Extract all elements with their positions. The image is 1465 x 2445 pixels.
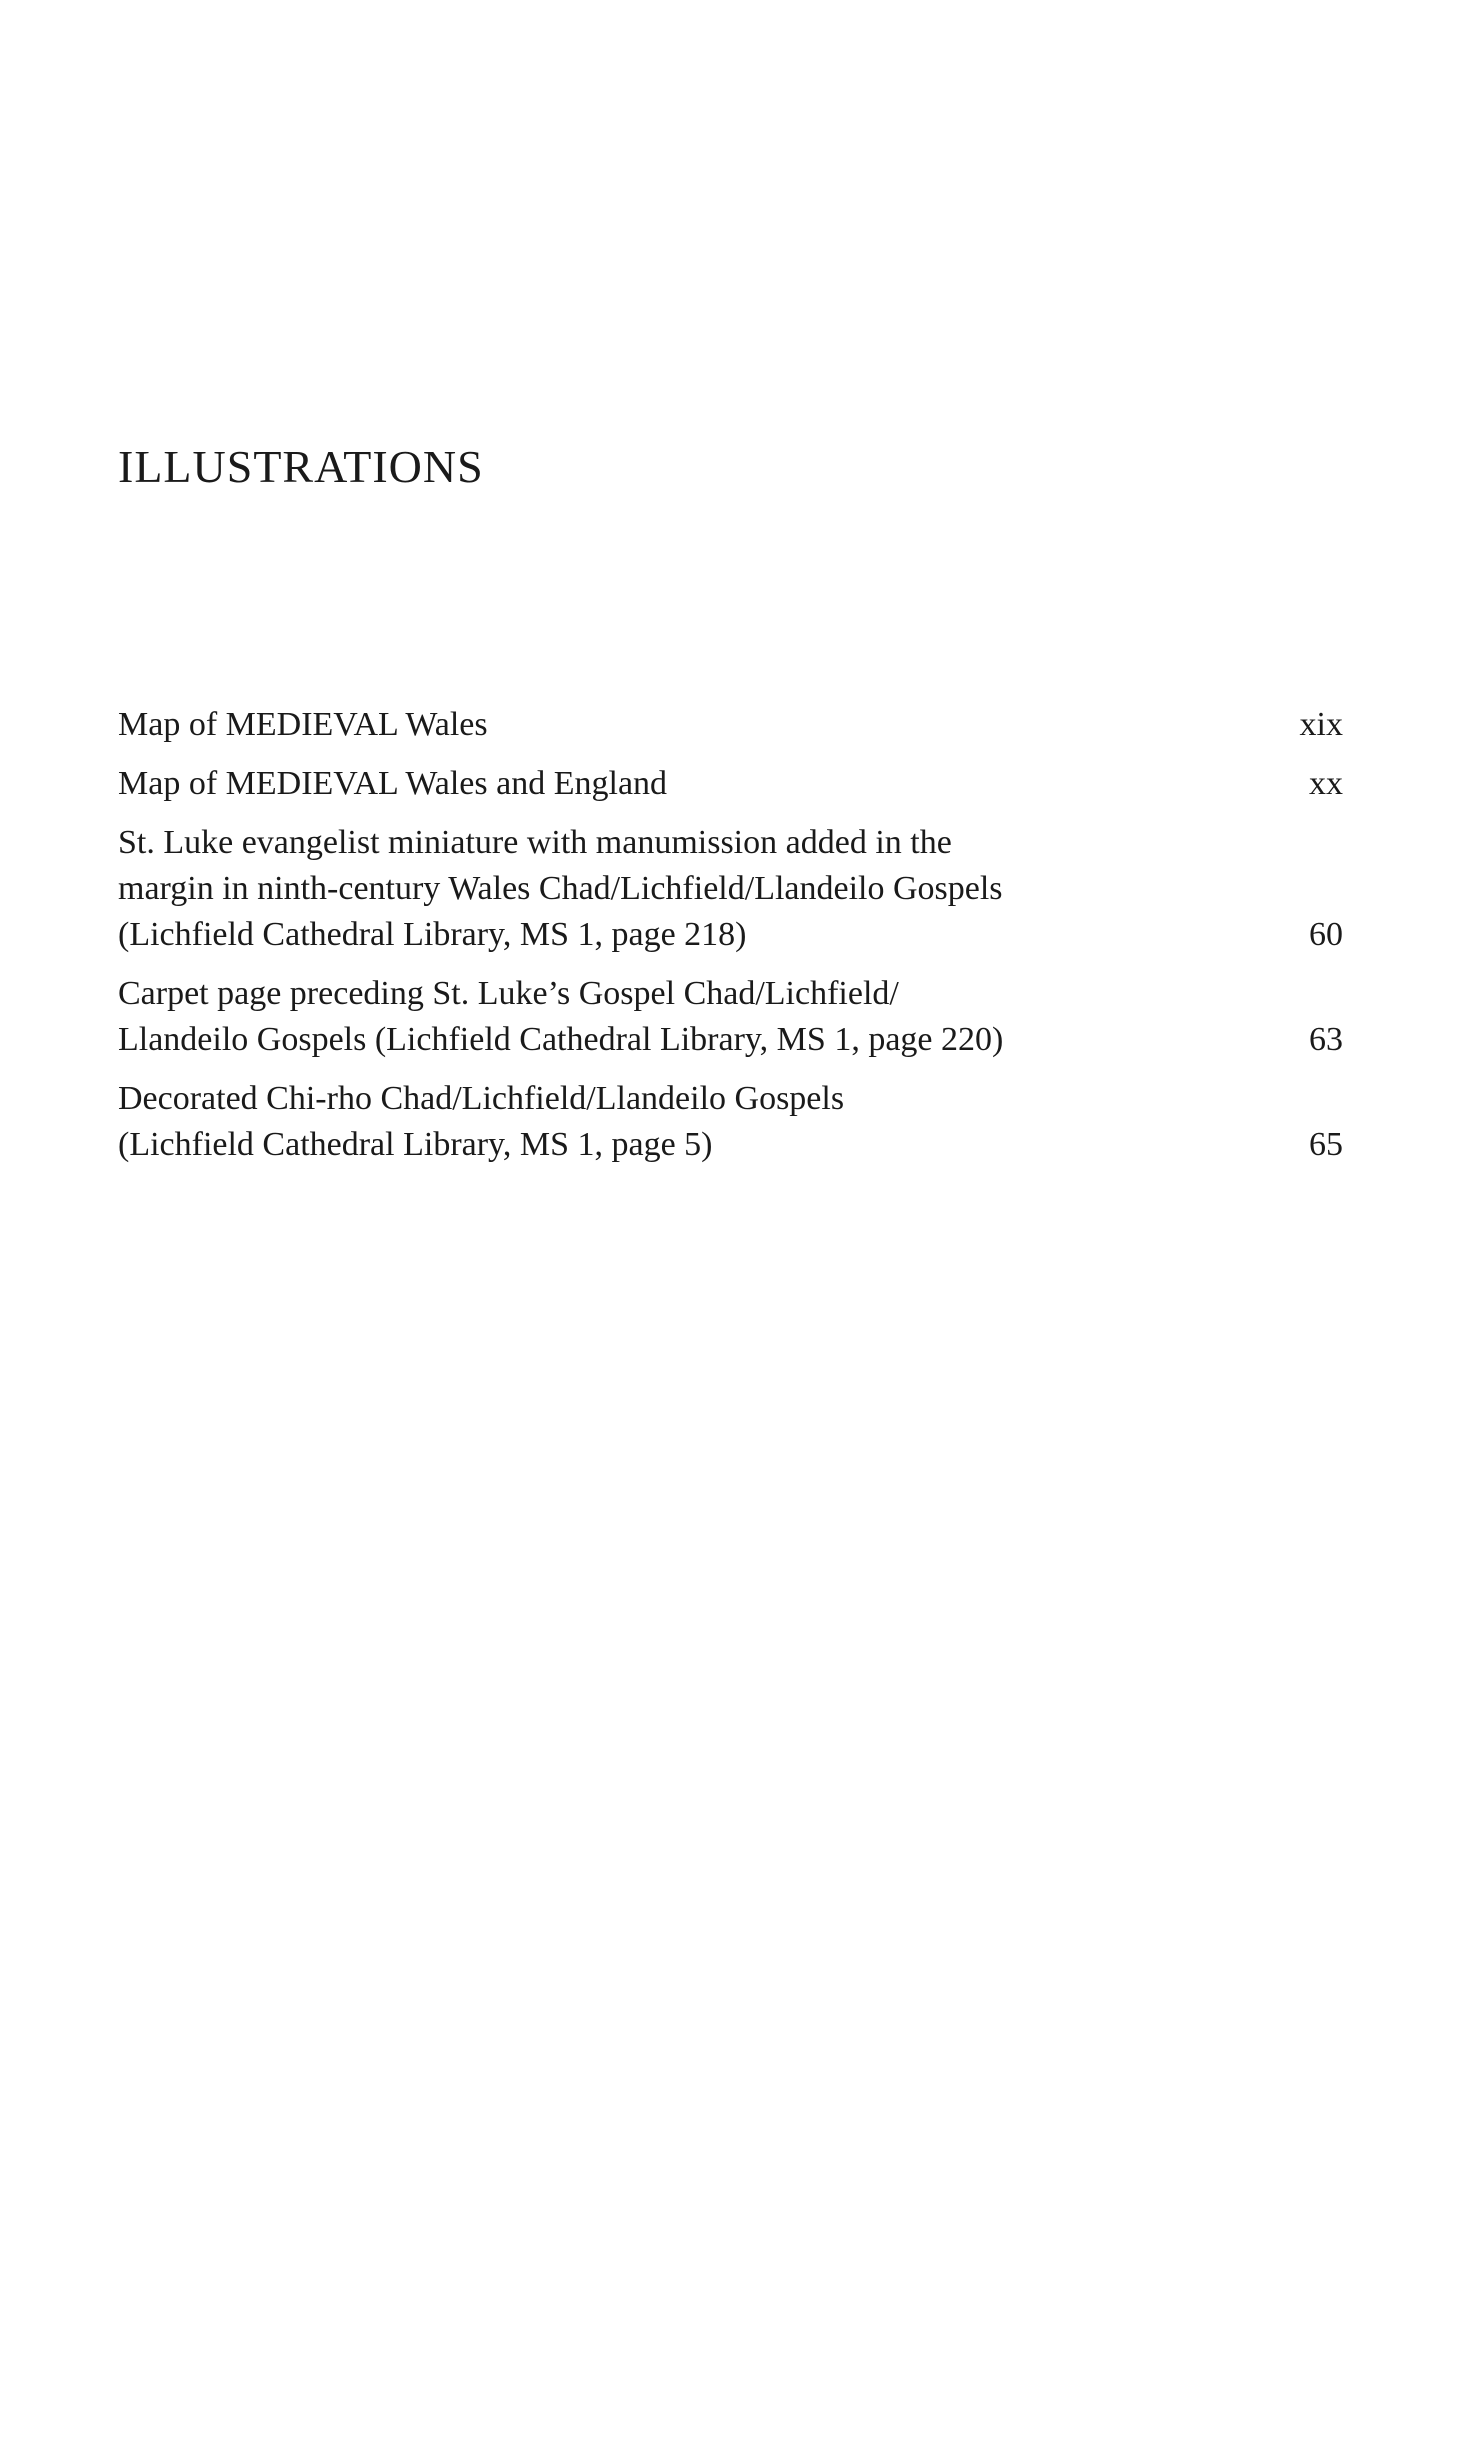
list-item [118, 1076, 1343, 1168]
entry-page-number: xx [1309, 765, 1343, 802]
entry-title [118, 820, 1003, 958]
entry-title [118, 1076, 844, 1168]
entry-page-number: 63 [1309, 1021, 1343, 1058]
entry-title [118, 761, 667, 807]
entry-title [118, 971, 1003, 1063]
entry-page-number: 60 [1309, 916, 1343, 953]
entry-page-number: 65 [1309, 1126, 1343, 1163]
entry-title-line: Map of MEDIEVAL Wales and England [118, 765, 668, 802]
entry-title-line: Map of MEDIEVAL Wales [118, 706, 488, 743]
list-item [118, 820, 1343, 958]
entry-title-line: Llandeilo Gospels (Lichfield Cathedral Library, MS 1, page 220) [118, 1021, 1004, 1058]
entry-title-line: (Lichfield Cathedral Library, MS 1, page 218) [118, 916, 747, 953]
entry-title-line: Decorated Chi-rho Chad/Lichfield/Llandeilo Gospels [118, 1080, 845, 1117]
entry-title-line: Carpet page preceding St. Luke’s Gospel Chad/Lichfield/ [118, 975, 899, 1012]
entry-title-line: (Lichfield Cathedral Library, MS 1, page 5) [118, 1126, 713, 1163]
entry-title-line: margin in ninth-century Wales Chad/Lichfield/Llandeilo Gospels [118, 870, 1003, 907]
entry-title [118, 702, 488, 748]
list-item [118, 971, 1343, 1063]
entry-page-number: xix [1299, 706, 1343, 743]
list-item [118, 702, 1343, 748]
list-item [118, 761, 1343, 807]
page-title: ILLUSTRATIONS [118, 441, 484, 492]
entry-title-line: St. Luke evangelist miniature with manumission added in the [118, 824, 952, 861]
illustrations-list [118, 702, 1343, 1181]
